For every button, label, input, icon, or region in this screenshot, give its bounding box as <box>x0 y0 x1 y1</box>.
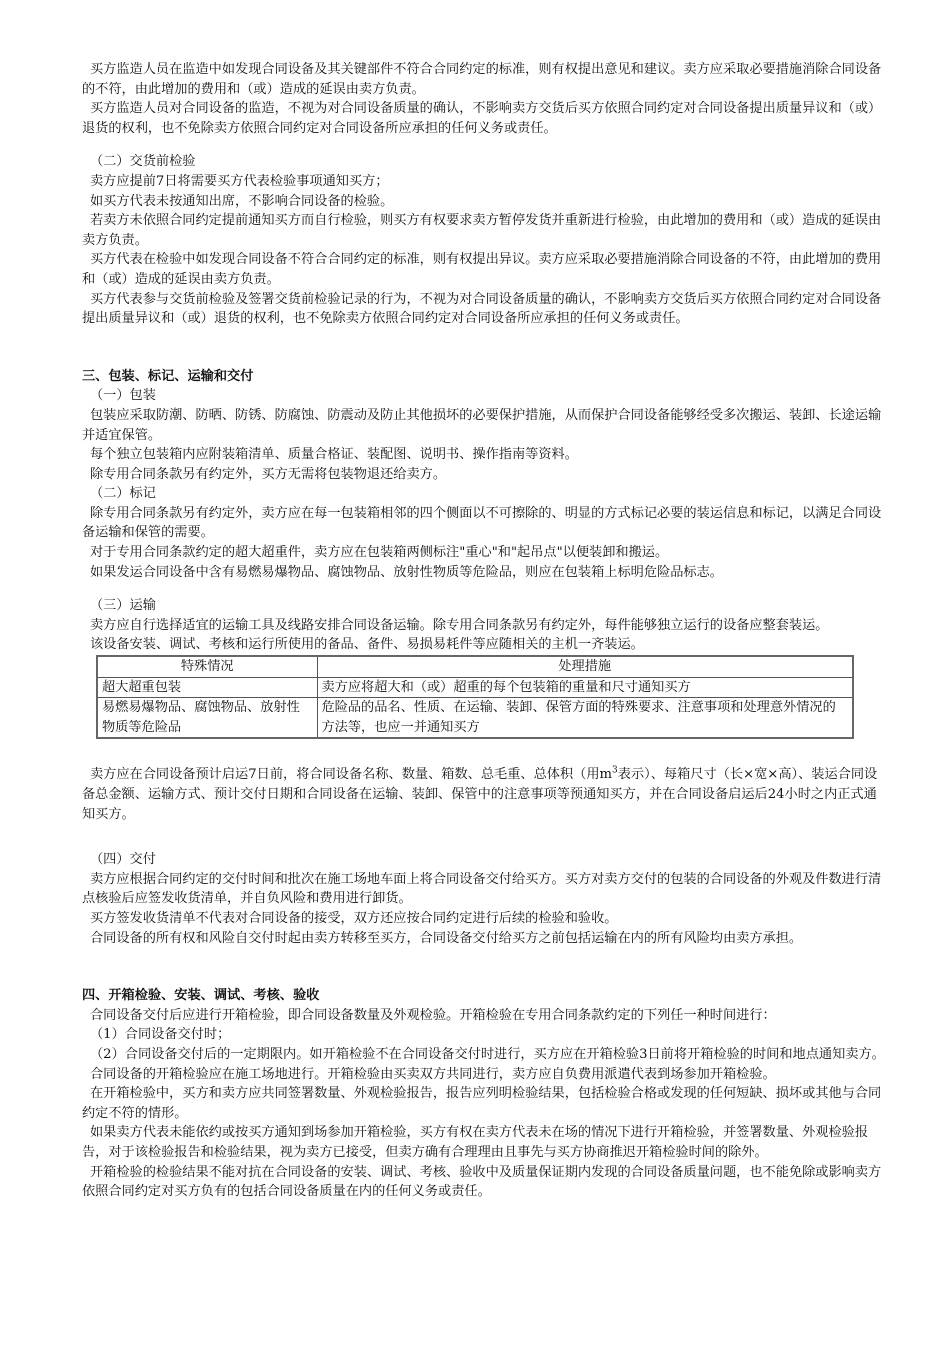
paragraph: 对于专用合同条款约定的超大超重件，卖方应在包装箱两侧标注"重心"和"起吊点"以便装卸和搬运。 <box>90 545 669 561</box>
subsection-title: （三）运输 <box>90 598 156 614</box>
table-cell: 卖方应将超大和（或）超重的每个包装箱的重量和尺寸通知买方 <box>317 677 853 698</box>
table-cell: 超大超重包装 <box>97 677 317 698</box>
paragraph: 买方监造人员对合同设备的监造，不视为对合同设备质量的确认，不影响卖方交货后买方依照合同约定对合同设备提出质量异议和（或）退货的权利，也不免除卖方依照合同约定对合同设备所应承担的任何义务或责任。 <box>82 101 882 136</box>
document-page <box>82 60 890 1202</box>
paragraph: 包装应采取防潮、防晒、防锈、防腐蚀、防震动及防止其他损坏的必要保护措施，从而保护合同设备能够经受多次搬运、装卸、长途运输并适宜保管。 <box>82 407 882 443</box>
section-heading: 四、开箱检验、安装、调试、考核、验收 <box>82 988 320 1004</box>
paragraph: 除专用合同条款另有约定外，卖方应在每一包装箱相邻的四个侧面以不可擦除的、明显的方式标记必要的装运信息和标记，以满足合同设备运输和保管的需要。 <box>82 505 882 541</box>
paragraph: 卖方应根据合同约定的交付时间和批次在施工场地车面上将合同设备交付给买方。买方对卖方交付的包装的合同设备的外观及件数进行清点核验后应签发收货清单，并自负风险和费用进行卸货。 <box>82 871 882 907</box>
paragraph <box>82 765 890 824</box>
paragraph: 如果卖方代表未能依约或按买方通知到场参加开箱检验，买方有权在卖方代表未在场的情况下进行开箱检验，并签署数量、外观检验报告，对于该检验报告和检验结果，视为卖方已接受，但卖方确有合理理由且事先与买方协商推迟开箱检验时间的除外。 <box>82 1125 869 1160</box>
table-row <box>97 677 853 698</box>
text-part: 卖方应在合同设备预计启运7日前，将合同设备名称、数量、箱数、总毛重、总体积（用m <box>90 767 613 783</box>
paragraph: 合同设备交付后应进行开箱检验，即合同设备数量及外观检验。开箱检验在专用合同条款约定的下列任一种时间进行： <box>90 1007 776 1023</box>
subsection-title: （二）交货前检验 <box>90 154 196 170</box>
table-row <box>97 698 853 739</box>
special-cases-table <box>96 655 854 739</box>
paragraph: 若卖方未依照合同约定提前通知买方而自行检验，则买方有权要求卖方暂停发货并重新进行检验，由此增加的费用和（或）造成的延误由卖方负责。 <box>82 213 882 248</box>
superscript: 3 <box>612 766 618 777</box>
paragraph: 开箱检验的检验结果不能对抗在合同设备的安装、调试、考核、验收中及质量保证期内发现的合同设备质量问题，也不能免除或影响卖方依照合同约定对买方负有的包括合同设备质量在内的任何义务或责任。 <box>82 1164 882 1200</box>
subsection-title: （四）交付 <box>90 852 156 868</box>
table-header-cell: 处理措施 <box>317 656 853 677</box>
text-part: 表示）、每箱尺寸（长×宽×高）、装运合同设备总金额、运输方式、预计交付日期和合同设备在运输、装卸、保管中的注意事项等预通知买方，并在合同设备启运后24小时之内正式通知买方。 <box>82 767 878 822</box>
subsection-title: （二）标记 <box>90 486 156 502</box>
table-cell: 危险品的品名、性质、在运输、装卸、保管方面的特殊要求、注意事项和处理意外情况的方法等，也应一并通知买方 <box>317 698 853 739</box>
section-heading: 三、包装、标记、运输和交付 <box>82 368 254 384</box>
paragraph: 如果发运合同设备中含有易燃易爆物品、腐蚀物品、放射性物质等危险品，则应在包装箱上标明危险品标志。 <box>90 564 723 580</box>
table-header-row <box>97 656 853 677</box>
table-cell: 易燃易爆物品、腐蚀物品、放射性物质等危险品 <box>97 698 317 739</box>
paragraph: 如买方代表未按通知出席，不影响合同设备的检验。 <box>90 193 394 209</box>
subsection-title: （一）包装 <box>90 388 156 404</box>
paragraph: 买方签发收货清单不代表对合同设备的接受，双方还应按合同约定进行后续的检验和验收。 <box>90 910 618 926</box>
paragraph: 买方监造人员在监造中如发现合同设备及其关键部件不符合合同约定的标准，则有权提出意见和建议。卖方应采取必要措施消除合同设备的不符，由此增加的费用和（或）造成的延误由卖方负责。 <box>82 62 882 97</box>
list-item: （1）合同设备交付时； <box>90 1027 231 1043</box>
table-header-cell: 特殊情况 <box>97 656 317 677</box>
paragraph: 合同设备的开箱检验应在施工场地进行。开箱检验由买卖双方共同进行，卖方应自负费用派遣代表到场参加开箱检验。 <box>90 1066 776 1082</box>
list-item: （2）合同设备交付后的一定期限内。如开箱检验不在合同设备交付时进行，买方应在开箱检验3日前将开箱检验的时间和地点通知卖方。 <box>90 1046 885 1062</box>
paragraph: 除专用合同条款另有约定外，买方无需将包装物退还给卖方。 <box>90 466 447 482</box>
paragraph: 合同设备的所有权和风险自交付时起由卖方转移至买方，合同设备交付给买方之前包括运输在内的所有风险均由卖方承担。 <box>90 930 803 946</box>
paragraph: 买方代表在检验中如发现合同设备不符合合同约定的标准，则有权提出异议。卖方应采取必要措施消除合同设备的不符，由此增加的费用和（或）造成的延误由卖方负责。 <box>82 252 882 287</box>
paragraph: 每个独立包装箱内应附装箱清单、质量合格证、装配图、说明书、操作指南等资料。 <box>90 447 578 463</box>
paragraph: 该设备安装、调试、考核和运行所使用的备品、备件、易损易耗件等应随相关的主机一齐装运。 <box>90 637 644 653</box>
paragraph: 卖方应提前7日将需要买方代表检验事项通知买方； <box>90 173 389 189</box>
paragraph: 在开箱检验中，买方和卖方应共同签署数量、外观检验报告，报告应列明检验结果，包括检验合格或发现的任何短缺、损坏或其他与合同约定不符的情形。 <box>82 1086 882 1121</box>
paragraph: 买方代表参与交货前检验及签署交货前检验记录的行为，不视为对合同设备质量的确认，不影响卖方交货后买方依照合同约定对合同设备提出质量异议和（或）退货的权利，也不免除卖方依照合同约定对合同设备所应承担的任何义务或责任。 <box>82 291 882 327</box>
paragraph: 卖方应自行选择适宜的运输工具及线路安排合同设备运输。除专用合同条款另有约定外，每件能够独立运行的设备应整套装运。 <box>90 617 829 633</box>
